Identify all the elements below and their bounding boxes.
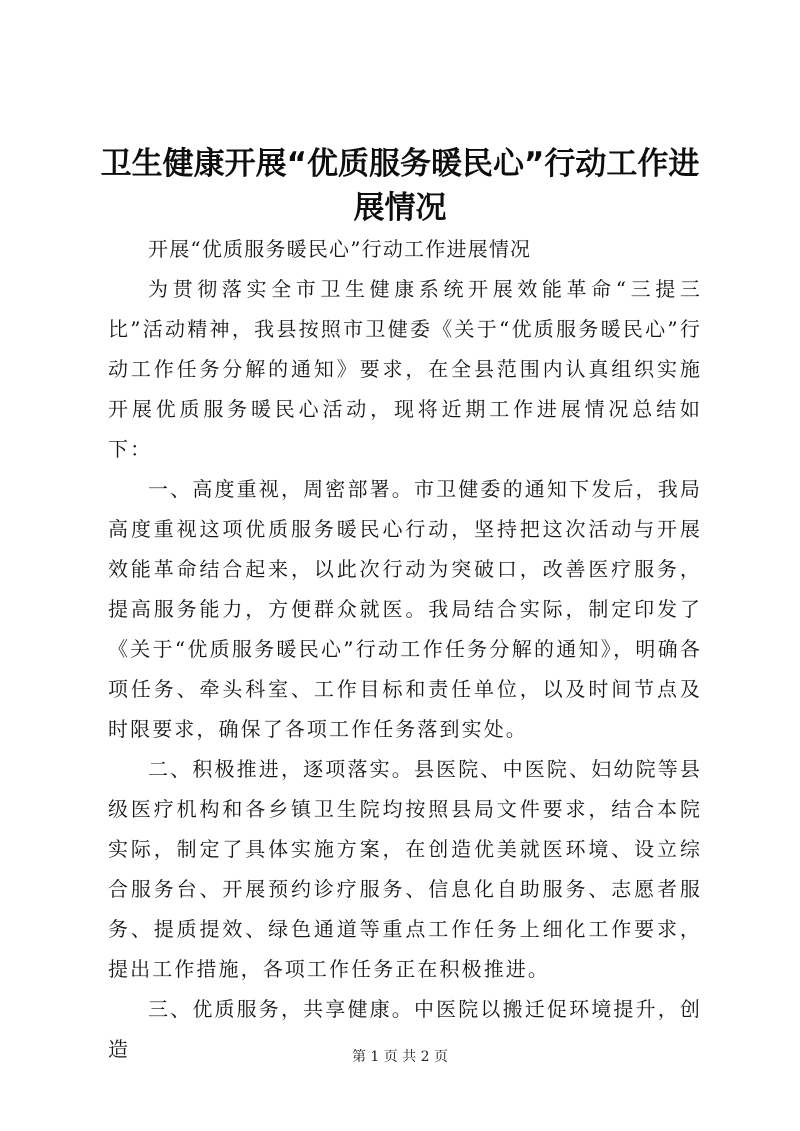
document-title: 卫生健康开展“优质服务暖民心”行动工作进展情况 <box>100 146 700 226</box>
section-two-paragraph: 二、积极推进，逐项落实。县医院、中医院、妇幼院等县级医疗机构和各乡镇卫生院均按照县局文件要求，结合本院实际，制定了具体实施方案，在创造优美就医环境、设立综合服务台、开展预约诊疗服务、信息化自助服务、志愿者服务、提质提效、绿色通道等重点工作任务上细化工作要求，提出工作措施，各项工作任务正在积极推进。 <box>108 757 702 981</box>
page-footer: 第 1 页 共 2 页 <box>351 1049 449 1065</box>
section-one-paragraph: 一、高度重视，周密部署。市卫健委的通知下发后，我局高度重视这项优质服务暖民心行动，坚持把这次活动与开展效能革命结合起来，以此次行动为突破口，改善医疗服务，提高服务能力，方便群众就医。我局结合实际，制定印发了《关于“优质服务暖民心”行动工作任务分解的通知》，明确各项任务、牵头科室、工作目标和责任单位，以及时间节点及时限要求，确保了各项工作任务落到实处。 <box>108 477 702 741</box>
document-body <box>108 229 702 1069</box>
intro-paragraph: 为贯彻落实全市卫生健康系统开展效能革命“三提三比”活动精神，我县按照市卫健委《关于“优质服务暖民心”行动工作任务分解的通知》要求，在全县范围内认真组织实施开展优质服务暖民心活动，现将近期工作进展情况总结如下： <box>108 277 702 461</box>
subtitle-paragraph: 开展“优质服务暖民心”行动工作进展情况 <box>148 237 532 261</box>
section-three-paragraph: 三、优质服务，共享健康。中医院以搬迁促环境提升，创造 <box>108 997 702 1061</box>
